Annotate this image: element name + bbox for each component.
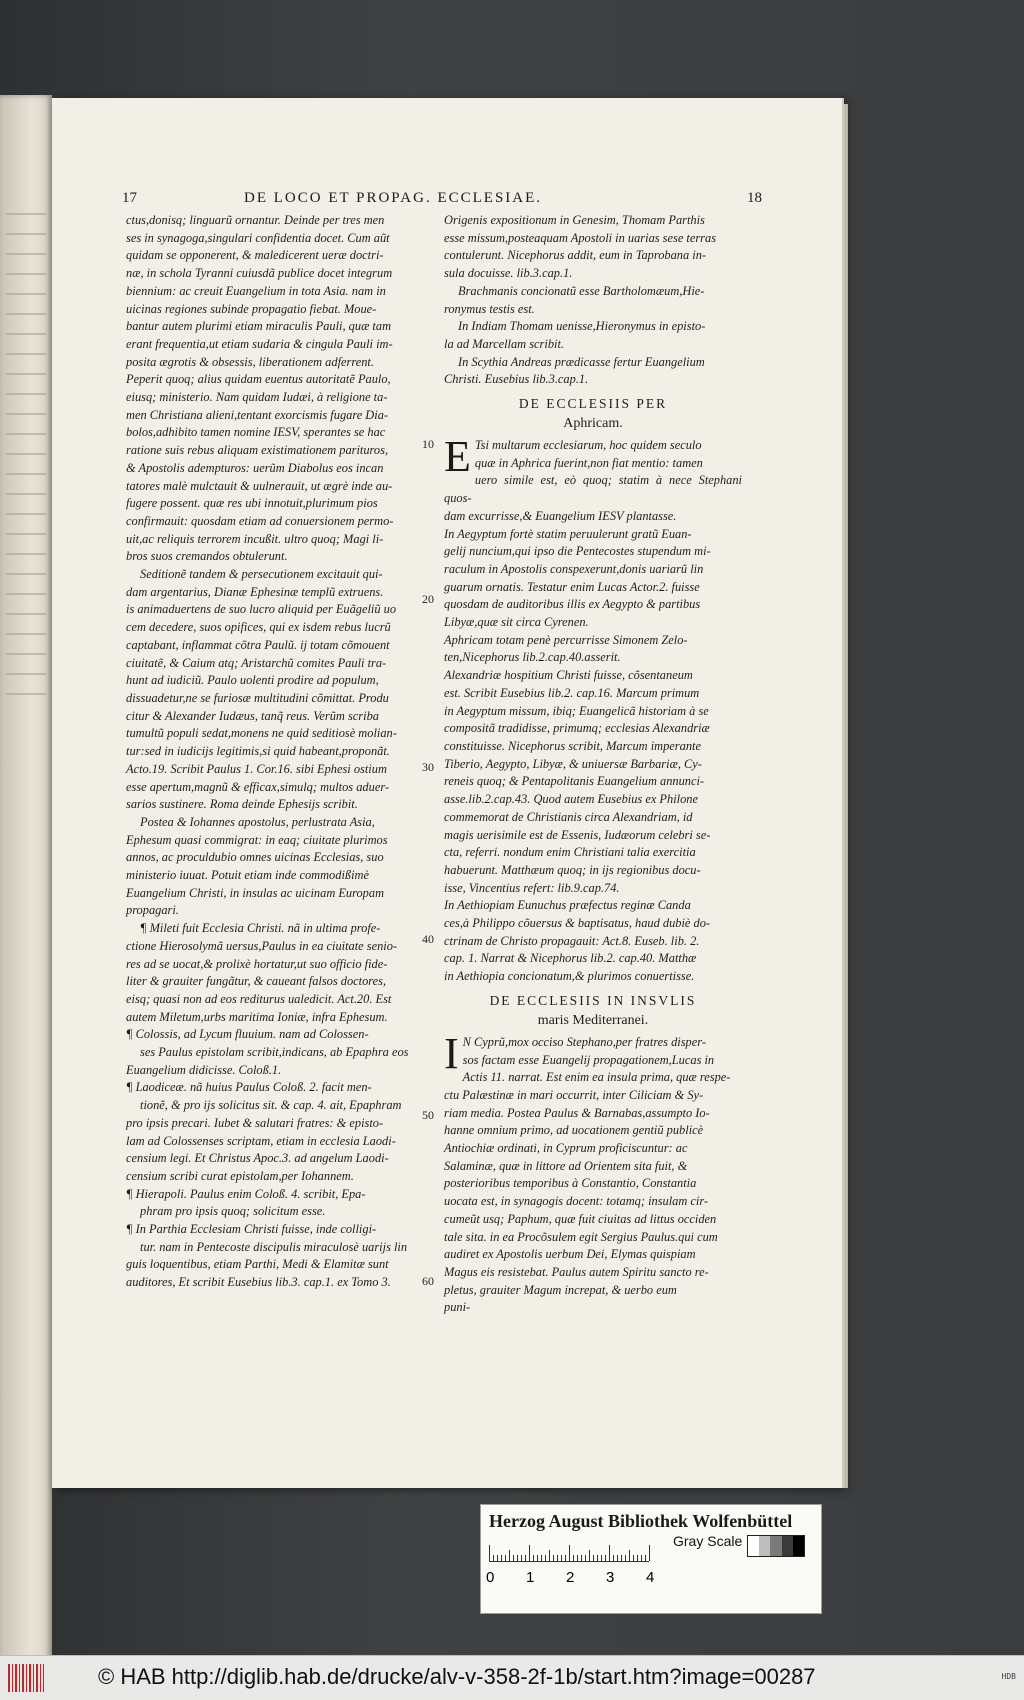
- ruler-tick: [537, 1555, 538, 1561]
- left-column-line: ciuitatẽ, & Caium atq; Aristarchũ comites Pauli tra-: [126, 655, 387, 670]
- islands-line: audiret ex Apostolis uerbum Dei, Elymas quispiam: [444, 1247, 696, 1262]
- ruler-tick: [501, 1555, 502, 1561]
- page-number-right: 18: [747, 190, 762, 206]
- dropcap-islands: I: [444, 1028, 459, 1078]
- left-column-line: ¶ Laodiceæ. nã huius Paulus Coloß. 2. facit men-: [126, 1080, 372, 1095]
- ruler-tick: [633, 1555, 634, 1561]
- left-column-line: posita ægrotis & obsessis, liberationem adferrent.: [126, 354, 374, 369]
- left-column-line: auditores, Et scribit Eusebius lib.3. cap.1. ex Tomo 3.: [126, 1275, 391, 1290]
- africa-line: asse.lib.2.cap.43. Quod autem Eusebius ex Philone: [444, 792, 698, 807]
- ruler-tick: [569, 1545, 570, 1561]
- ruler-tick: [637, 1555, 638, 1561]
- ruler-tick: [521, 1555, 522, 1561]
- islands-line: cumeũt usq; Paphum, quæ fuit ciuitas ad littus occiden: [444, 1211, 717, 1226]
- islands-line: hanne omnium primo, ad uocationem gentiũ publicè: [444, 1123, 704, 1138]
- left-column-line: ¶ Colossis, ad Lycum fluuium. nam ad Colossen-: [126, 1027, 369, 1042]
- section-title-africa: DE ECCLESIIS PER: [518, 396, 668, 412]
- left-column-line: eiusq; ministerio. Nam quidam Iudæi, à religione ta-: [126, 390, 388, 405]
- africa-line: uero simile est, eò quoq; statim à nece Stephani quos-: [444, 473, 742, 506]
- facing-page-edge: [0, 95, 52, 1670]
- margin-line-number: 20: [422, 592, 434, 606]
- left-column-line: Postea & Iohannes apostolus, perlustrata Asia,: [140, 814, 375, 829]
- left-column-line: næ, in schola Tyranni cuiusdã publice docet integrum: [126, 266, 393, 281]
- ruler-tick: [609, 1545, 610, 1561]
- left-column-line: guis loquentibus, etiam Parthi, Medi & Elamitæ sunt: [126, 1257, 389, 1272]
- left-column-line: tionẽ, & pro ijs solicitus sit. & cap. 4. ait, Epaphram: [140, 1098, 402, 1113]
- islands-line: puni-: [444, 1300, 471, 1315]
- africa-line: dam excurrisse,& Euangelium IESV plantasse.: [444, 508, 677, 523]
- left-column-line: Euangelium Christi, in insulas ac uicinam Europam: [126, 885, 385, 900]
- africa-line: in Aethiopia concionatum,& plurimos conuertisse.: [444, 969, 695, 984]
- left-column-line: captabant, inflammat cõtra Paulũ. ij totam cõmouent: [126, 637, 390, 652]
- africa-line: habuerunt. Matthæum quoq; in ijs regionibus docu-: [444, 862, 701, 877]
- africa-line: quosdam de auditoribus illis ex Aegypto & partibus: [444, 597, 701, 612]
- viewer-footer: [0, 1655, 1024, 1700]
- ruler-tick: [645, 1555, 646, 1561]
- ruler-tick: [593, 1555, 594, 1561]
- africa-line: commemorat de Christianis circa Alexandriam, id: [444, 809, 693, 824]
- left-column-line: hunt ad iudiciũ. Paulo uolenti prodire ad populum,: [126, 673, 379, 688]
- islands-line: Salaminæ, quæ in littore ad Orientem sita fuit, &: [444, 1158, 688, 1173]
- africa-line: gelij nuncium,qui ipso die Pentecostes stupendum mi-: [444, 544, 711, 559]
- ruler-tick: [517, 1555, 518, 1561]
- page-number-left: 17: [122, 190, 137, 206]
- africa-line: guarum ornatis. Testatur enim Lucas Actor.2. fuisse: [444, 579, 700, 594]
- ruler-tick: [621, 1555, 622, 1561]
- ruler-numbers: [486, 1569, 669, 1587]
- margin-line-number: 40: [422, 932, 434, 946]
- africa-line: Libyæ,quæ sit circa Cyrenen.: [444, 615, 589, 630]
- africa-line: In Aegyptum fortè statim peruulerunt gratũ Euan-: [444, 526, 692, 541]
- left-column-line: & Apostolis adempturos: uerũm Diabolus eos incan: [126, 460, 384, 475]
- ruler-tick: [529, 1545, 530, 1561]
- left-column-line: ses Paulus epistolam scribit,indicans, ab Epaphra eos: [140, 1045, 409, 1060]
- left-column-line: res ad se uocat,& prolixè hortatur,ut suo officio fide-: [126, 956, 388, 971]
- ruler-tick: [597, 1555, 598, 1561]
- section-subtitle-africa: Aphricam.: [563, 416, 623, 432]
- left-column-line: dissuadetur,ne se furiosæ multitudini cõmittat. Produ: [126, 690, 389, 705]
- ruler-tick: [549, 1550, 550, 1561]
- ruler-number: 0: [486, 1569, 495, 1586]
- ruler-tick: [489, 1545, 490, 1561]
- ruler-tick: [525, 1555, 526, 1561]
- africa-line: Aphricam totam penè percurrisse Simonem Zelo-: [444, 632, 688, 647]
- islands-line: pletus, grauiter Magum increpat, & uerbo eum: [444, 1282, 677, 1297]
- left-column-line: eisq; quasi non ad eos rediturus ualedicit. Act.20. Est: [126, 991, 392, 1006]
- ruler-tick: [617, 1555, 618, 1561]
- right-column-top-line: ronymus testis est.: [444, 301, 535, 316]
- left-column-line: Seditionẽ tandem & persecutionem excitauit qui-: [140, 567, 383, 582]
- left-column-line: sarios sustinere. Roma deinde Ephesijs scribit.: [126, 797, 358, 812]
- ruler-tick: [545, 1555, 546, 1561]
- left-column-line: ¶ Hierapoli. Paulus enim Coloß. 4. scribit, Epa-: [126, 1186, 366, 1201]
- left-column-line: Ephesum quasi commigrat: in eaq; ciuitate plurimos: [126, 832, 388, 847]
- right-column-top-line: contulerunt. Nicephorus addit, eum in Taprobana in-: [444, 248, 707, 263]
- left-column-line: citur & Alexander Iudæus, tanq̃ reus. Verũm scriba: [126, 708, 379, 723]
- ruler-tick: [505, 1555, 506, 1561]
- left-column-line: esse apertum,magnũ & efficax,simulq; multos aduer-: [126, 779, 390, 794]
- right-column-intro: [444, 212, 742, 389]
- islands-line: uocata est, in synagogis docent: totamq; insulam cir-: [444, 1194, 709, 1209]
- left-column-line: ¶ In Parthia Ecclesiam Christi fuisse, inde colligi-: [126, 1222, 377, 1237]
- ruler-tick: [649, 1545, 650, 1561]
- africa-line: compositã tradidisse, primumq; ecclesias Alexandriæ: [444, 721, 710, 736]
- library-color-card: [480, 1504, 822, 1614]
- right-column-top-line: In Scythia Andreas prædicasse fertur Euangelium: [458, 354, 705, 369]
- ruler-number: 1: [526, 1569, 535, 1586]
- institution-name: Herzog August Bibliothek Wolfenbüttel: [489, 1511, 793, 1531]
- gray-scale-label: Gray Scale: [673, 1533, 743, 1549]
- africa-line: Alexandriæ hospitium Christi fuisse, cõsentaneum: [444, 668, 693, 683]
- section-body-islands: [444, 1028, 742, 1317]
- left-column-line: bantur autem plurimi etiam miraculis Pauli, quæ tam: [126, 319, 392, 334]
- right-column-top-line: Christi. Eusebius lib.3.cap.1.: [444, 372, 589, 387]
- left-column-line: Peperit quoq; alius quidam euentus autoritatẽ Paulo,: [126, 372, 391, 387]
- page-stack-edge: [842, 104, 848, 1488]
- ruler-tick: [581, 1555, 582, 1561]
- left-column-line: phram pro ipsis quoq; solicitum esse.: [140, 1204, 326, 1219]
- africa-line: cap. 1. Narrat & Nicephorus lib.2. cap.40. Matthæ: [444, 951, 697, 966]
- section-body-africa: [444, 432, 742, 986]
- left-column-line: ministerio iuuat. Potuit etiam inde commodißimè: [126, 868, 369, 883]
- africa-line: quæ in Aphrica fuerint,non fiat mentio: tamen: [474, 455, 703, 470]
- ruler-tick: [557, 1555, 558, 1561]
- africa-line: in Aegyptum missum, ibiq; Euangelicã historiam à se: [444, 703, 709, 718]
- ruler-tick: [565, 1555, 566, 1561]
- left-column-line: cem decedere, suos opifices, qui ex isdem rebus lucrũ: [126, 620, 391, 635]
- margin-line-number: 50: [422, 1108, 434, 1122]
- left-column-line: biennium: ac creuit Euangelium in tota Asia. nam in: [126, 283, 386, 298]
- islands-line: Antiochiæ ordinati, in Cyprum proficiscuntur: ac: [444, 1141, 688, 1156]
- ruler-tick: [493, 1555, 494, 1561]
- islands-line: N Cyprũ,mox occiso Stephano,per fratres disper-: [462, 1034, 706, 1049]
- ruler-tick: [573, 1555, 574, 1561]
- islands-line: Magus eis resistebat. Paulus autem Spiritu sancto re-: [444, 1264, 709, 1279]
- left-column-line: uicinas regiones subinde propagatio fiebat. Moue-: [126, 301, 377, 316]
- left-column-line: tumultũ populi sedat,monens ne quid seditiosè molian-: [126, 726, 397, 741]
- line-number-margin: [422, 212, 444, 1312]
- ruler-number: 4: [646, 1569, 655, 1586]
- gray-scale-bar: [747, 1535, 805, 1557]
- africa-line: ten,Nicephorus lib.2.cap.40.asserit.: [444, 650, 621, 665]
- islands-line: posterioribus temporibus à Constantio, Constantia: [444, 1176, 697, 1191]
- running-header: [122, 190, 762, 208]
- islands-line: riam media. Postea Paulus & Barnabas,assumpto Io-: [444, 1105, 710, 1120]
- islands-line: sos factam esse Euangelij propagationem,Lucas in: [462, 1052, 715, 1067]
- right-column-top-line: In Indiam Thomam uenisse,Hieronymus in episto-: [458, 319, 706, 334]
- africa-line: constituisse. Nicephorus scribit, Marcum imperante: [444, 738, 701, 753]
- left-column-line: liter & grauiter fungãtur, & caueant falsos doctores,: [126, 974, 387, 989]
- islands-line: tale sita. in ea Procõsulem egit Sergius Paulus.qui cum: [444, 1229, 718, 1244]
- africa-line: Tsi multarum ecclesiarum, hoc quidem seculo: [474, 438, 702, 453]
- margin-line-number: 30: [422, 760, 434, 774]
- left-column-line: tur:sed in iudicijs legitimis,si quid habeant,proponãt.: [126, 744, 390, 759]
- left-column-line: Euangelium didicisse. Coloß.1.: [126, 1062, 282, 1077]
- africa-line: magis uerisimile est de Essenis, Iudæorum celebri se-: [444, 827, 711, 842]
- left-column-line: annos, ac proculdubio omnes uicinas Ecclesias, suo: [126, 850, 384, 865]
- margin-line-number: 10: [422, 437, 434, 451]
- source-url[interactable]: © HAB http://diglib.hab.de/drucke/alv-v-358-2f-1b/start.htm?image=00287: [98, 1664, 816, 1689]
- left-column-line: bros suos cremandos obtulerunt.: [126, 549, 288, 564]
- margin-line-number: 60: [422, 1274, 434, 1288]
- hab-logo-icon: [8, 1664, 44, 1692]
- left-column-line: ses in synagoga,singulari confidentia docet. Cum aũt: [126, 230, 390, 245]
- ruler-tick: [629, 1550, 630, 1561]
- africa-line: reneis quoq; & Pentapolitanis Euangelium annunci-: [444, 774, 705, 789]
- right-column-top-line: Origenis expositionum in Genesim, Thomam Parthis: [444, 213, 705, 227]
- left-text-column: [126, 212, 420, 1292]
- section-subtitle-islands: maris Mediterranei.: [537, 1012, 649, 1028]
- africa-line: raculum in Apostolis conspexerunt,donis uariarũ lin: [444, 561, 704, 576]
- left-column-line: uit,ac reliquis terrorem incußit. ultro quoq; Magi li-: [126, 531, 384, 546]
- cm-ruler: [489, 1543, 649, 1562]
- right-column-top-line: esse missum,posteaquam Apostoli in uarias sese terras: [444, 230, 717, 245]
- ruler-tick: [625, 1555, 626, 1561]
- ruler-number: 2: [566, 1569, 575, 1586]
- africa-line: isse, Vincentius refert: lib.9.cap.74.: [444, 880, 620, 895]
- running-title: DE LOCO ET PROPAG. ECCLESIAE.: [244, 190, 543, 206]
- africa-line: ces,à Philippo cõuersus & baptisatus, haud dubiè do-: [444, 916, 711, 931]
- ruler-tick: [509, 1550, 510, 1561]
- left-column-line: censium legi. Et Christus Apoc.3. ad angelum Laodi-: [126, 1151, 389, 1166]
- ruler-tick: [601, 1555, 602, 1561]
- left-column-line: autem Miletum,urbs maritima Ioniæ, infra Ephesum.: [126, 1009, 388, 1024]
- ruler-tick: [585, 1555, 586, 1561]
- left-column-line: ctione Hierosolymã uersus,Paulus in ea ciuitate senio-: [126, 938, 398, 953]
- ruler-tick: [577, 1555, 578, 1561]
- left-column-line: fugere possent. quæ res ubi innotuit,plurimum pios: [126, 496, 378, 511]
- left-column-line: men Christiana alieni,tentant exorcismis fugare Dia-: [126, 407, 389, 422]
- right-column-top-line: la ad Marcellam scribit.: [444, 336, 564, 351]
- left-column-line: bolos,adhibito tamen nomine IESV, sperantes se hac: [126, 425, 386, 440]
- ruler-tick: [605, 1555, 606, 1561]
- ruler-tick: [613, 1555, 614, 1561]
- left-column-line: is animaduertens de suo lucro aliquid per Euãgeliũ uo: [126, 602, 397, 617]
- ruler-tick: [533, 1555, 534, 1561]
- right-column-top-line: sula docuisse. lib.3.cap.1.: [444, 266, 573, 281]
- left-column-line: quidam se opponerent, & maledicerent ueræ doctri-: [126, 248, 384, 263]
- left-column-line: censium scribi curat epistolam,per Iohannem.: [126, 1168, 354, 1183]
- left-column-line: ratione suis rebus aliquam existimationem parituros,: [126, 443, 389, 458]
- left-column-line: lam ad Colossenses scriptam, etiam in ecclesia Laodi-: [126, 1133, 396, 1148]
- ruler-tick: [561, 1555, 562, 1561]
- right-text-column: [444, 212, 742, 1317]
- left-column-line: Acto.19. Scribit Paulus 1. Cor.16. sibi Ephesi ostium: [126, 761, 387, 776]
- section-title-islands: DE ECCLESIIS IN INSVLIS: [489, 992, 697, 1008]
- ruler-tick: [513, 1555, 514, 1561]
- ruler-tick: [553, 1555, 554, 1561]
- ruler-tick: [641, 1555, 642, 1561]
- left-column-line: tur. nam in Pentecoste discipulis miraculosè uarijs lin: [140, 1239, 408, 1254]
- book-page: [52, 98, 842, 1488]
- africa-line: cta, referri. nondum enim Christiani talia exercitia: [444, 845, 696, 860]
- ruler-number: 3: [606, 1569, 615, 1586]
- left-column-line: pro ipsis precari. Iubet & salutari fratres: & episto-: [126, 1115, 384, 1130]
- left-column-line: erant frequentia,ut etiam sudaria & cingula Pauli im-: [126, 336, 393, 351]
- africa-line: ctrinam de Christo propagauit: Act.8. Euseb. lib. 2.: [444, 933, 700, 948]
- africa-line: In Aethiopiam Eunuchus præfectus reginæ Canda: [444, 898, 691, 913]
- ruler-tick: [589, 1550, 590, 1561]
- left-column-line: tatores malè mulctauit & uulnerauit, ut ægrè inde au-: [126, 478, 393, 493]
- islands-line: ctu Palæstinæ in mari occurrit, inter Ciliciam & Sy-: [444, 1087, 704, 1102]
- left-column-line: ctus,donisq; linguarũ ornantur. Deinde per tres men: [126, 213, 385, 227]
- ruler-tick: [497, 1555, 498, 1561]
- left-column-line: confirmauit: quosdam etiam ad conuersionem permo-: [126, 513, 394, 528]
- left-column-line: dam argentarius, Dianæ Ephesinæ templũ extruens.: [126, 584, 384, 599]
- footer-code: HDB: [1001, 1672, 1016, 1681]
- right-column-top-line: Brachmanis concionatũ esse Bartholomæum,Hie-: [458, 283, 705, 298]
- ruler-tick: [541, 1555, 542, 1561]
- islands-line: Actis 11. narrat. Est enim ea insula prima, quæ respe-: [462, 1070, 731, 1085]
- left-column-line: ¶ Mileti fuit Ecclesia Christi. nã in ultima profe-: [140, 921, 381, 936]
- africa-line: Tiberio, Aegypto, Libyæ, & uniuersæ Barbariæ, Cy-: [444, 756, 702, 771]
- africa-line: est. Scribit Eusebius lib.2. cap.16. Marcum primum: [444, 685, 700, 700]
- dropcap-africa: E: [444, 432, 471, 482]
- left-column-line: propagari.: [126, 903, 179, 918]
